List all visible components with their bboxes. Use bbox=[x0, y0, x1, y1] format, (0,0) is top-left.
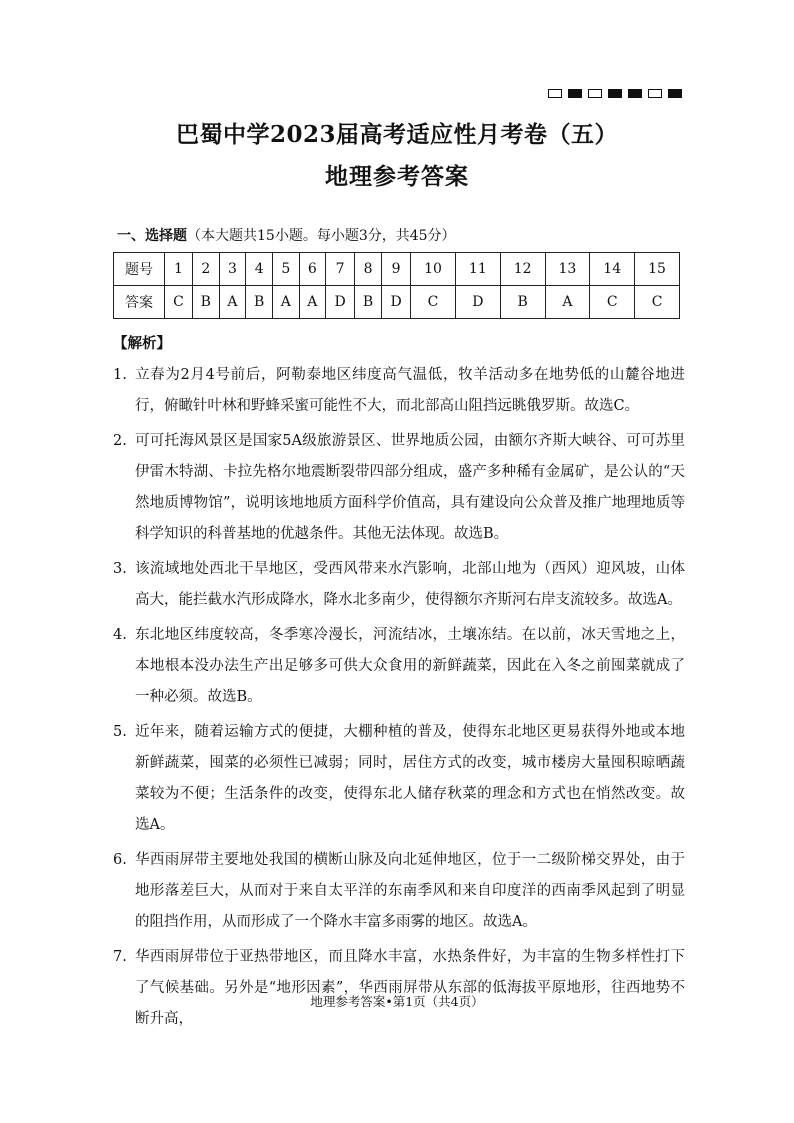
section-title: 一、选择题 bbox=[117, 228, 187, 244]
answer-cell: A bbox=[219, 286, 245, 319]
marker-square bbox=[648, 89, 662, 98]
analysis-heading: 【解析】 bbox=[113, 335, 171, 352]
question-number: 8 bbox=[355, 253, 382, 286]
question-number: 9 bbox=[382, 253, 411, 286]
item-text: 华西雨屏带位于亚热带地区，而且降水丰富，水热条件好，为丰富的生物多样性打下了气候基础。另外是“地形因素”，华西雨屏带从东部的低海拔平原地形，往西地势不断升高， bbox=[135, 949, 685, 1027]
item-text: 立春为2月4号前后，阿勒泰地区纬度高气温低，牧羊活动多在地势低的山麓谷地进行，俯瞰针叶林和野蜂采蜜可能性不大，而北部高山阻挡远眺俄罗斯。故选C。 bbox=[135, 367, 685, 414]
question-number: 10 bbox=[411, 253, 456, 286]
item-text: 该流域地处西北干旱地区，受西风带来水汽影响，北部山地为（西风）迎风坡，山体高大，能拦截水汽形成降水，降水北多南少，使得额尔齐斯河右岸支流较多。故选A。 bbox=[135, 561, 685, 608]
question-number: 3 bbox=[219, 253, 245, 286]
analysis-item bbox=[113, 554, 685, 616]
section-note: （本大题共15小题。每小题3分，共45分） bbox=[187, 228, 456, 244]
answer-cell: B bbox=[355, 286, 382, 319]
marker-square bbox=[628, 89, 642, 98]
page-title: 巴蜀中学2023届高考适应性月考卷（五） bbox=[175, 121, 618, 148]
analysis-item bbox=[113, 620, 685, 713]
marker-square bbox=[608, 89, 622, 98]
item-number: 2. bbox=[113, 433, 127, 449]
item-number: 5. bbox=[113, 724, 127, 740]
answer-cell: C bbox=[165, 286, 193, 319]
item-number: 1. bbox=[113, 367, 127, 383]
answer-cell: D bbox=[326, 286, 355, 319]
analysis-item bbox=[113, 717, 685, 841]
page-subtitle: 地理参考答案 bbox=[325, 163, 469, 190]
item-number: 7. bbox=[113, 949, 127, 965]
section-heading bbox=[117, 225, 456, 245]
question-number-row bbox=[114, 253, 680, 286]
marker-square bbox=[568, 89, 582, 98]
answer-cell: A bbox=[545, 286, 590, 319]
answer-cell: A bbox=[299, 286, 325, 319]
row-label: 题号 bbox=[114, 253, 165, 286]
analysis-item bbox=[113, 426, 685, 550]
question-number: 6 bbox=[299, 253, 325, 286]
question-number: 1 bbox=[165, 253, 193, 286]
item-number: 3. bbox=[113, 561, 127, 577]
question-number: 5 bbox=[273, 253, 299, 286]
page-marker-squares bbox=[548, 89, 682, 98]
answer-cell: C bbox=[411, 286, 456, 319]
question-number: 15 bbox=[635, 253, 680, 286]
marker-square bbox=[668, 89, 682, 98]
question-number: 13 bbox=[545, 253, 590, 286]
question-number: 12 bbox=[500, 253, 545, 286]
marker-square bbox=[588, 89, 602, 98]
answer-cell: D bbox=[382, 286, 411, 319]
analysis-item bbox=[113, 942, 685, 1035]
answer-cell: D bbox=[455, 286, 500, 319]
question-number: 14 bbox=[590, 253, 635, 286]
question-number: 2 bbox=[192, 253, 219, 286]
row-label: 答案 bbox=[114, 286, 165, 319]
answer-row bbox=[114, 286, 680, 319]
page-footer: 地理参考答案•第1页（共4页） bbox=[310, 994, 484, 1009]
item-text: 近年来，随着运输方式的便捷，大棚种植的普及，使得东北地区更易获得外地或本地新鲜蔬菜，囤菜的必须性已减弱；同时，居住方式的改变，城市楼房大量囤积晾晒蔬菜较为不便；生活条件的改变，使得东北人储存秋菜的理念和方式也在悄然改变。故选A。 bbox=[135, 724, 685, 833]
item-text: 可可托海风景区是国家5A级旅游景区、世界地质公园，由额尔齐斯大峡谷、可可苏里伊雷木特湖、卡拉先格尔地震断裂带四部分组成，盛产多种稀有金属矿，是公认的“天然地质博物馆”，说明该地地质方面科学价值高，具有建设向公众普及推广地理地质等科学知识的科普基地的优越条件。其他无法体现。故选B。 bbox=[135, 433, 685, 542]
question-number: 7 bbox=[326, 253, 355, 286]
marker-square bbox=[548, 89, 562, 98]
analysis-item bbox=[113, 845, 685, 938]
analysis-item bbox=[113, 360, 685, 422]
item-number: 4. bbox=[113, 627, 127, 643]
question-number: 4 bbox=[246, 253, 273, 286]
item-text: 东北地区纬度较高，冬季寒冷漫长，河流结冰，土壤冻结。在以前，冰天雪地之上，本地根本没办法生产出足够多可供大众食用的新鲜蔬菜，因此在入冬之前囤菜就成了一种必须。故选B。 bbox=[135, 627, 685, 705]
item-text: 华西雨屏带主要地处我国的横断山脉及向北延伸地区，位于一二级阶梯交界处，由于地形落差巨大，从而对于来自太平洋的东南季风和来自印度洋的西南季风起到了明显的阻挡作用，从而形成了一个降水丰富多雨雾的地区。故选A。 bbox=[135, 852, 685, 930]
answer-cell: C bbox=[635, 286, 680, 319]
question-number: 11 bbox=[455, 253, 500, 286]
answer-table bbox=[113, 252, 680, 319]
answer-cell: C bbox=[590, 286, 635, 319]
analysis-list bbox=[113, 360, 685, 1039]
answer-cell: B bbox=[500, 286, 545, 319]
answer-cell: B bbox=[192, 286, 219, 319]
item-number: 6. bbox=[113, 852, 127, 868]
answer-cell: A bbox=[273, 286, 299, 319]
answer-cell: B bbox=[246, 286, 273, 319]
